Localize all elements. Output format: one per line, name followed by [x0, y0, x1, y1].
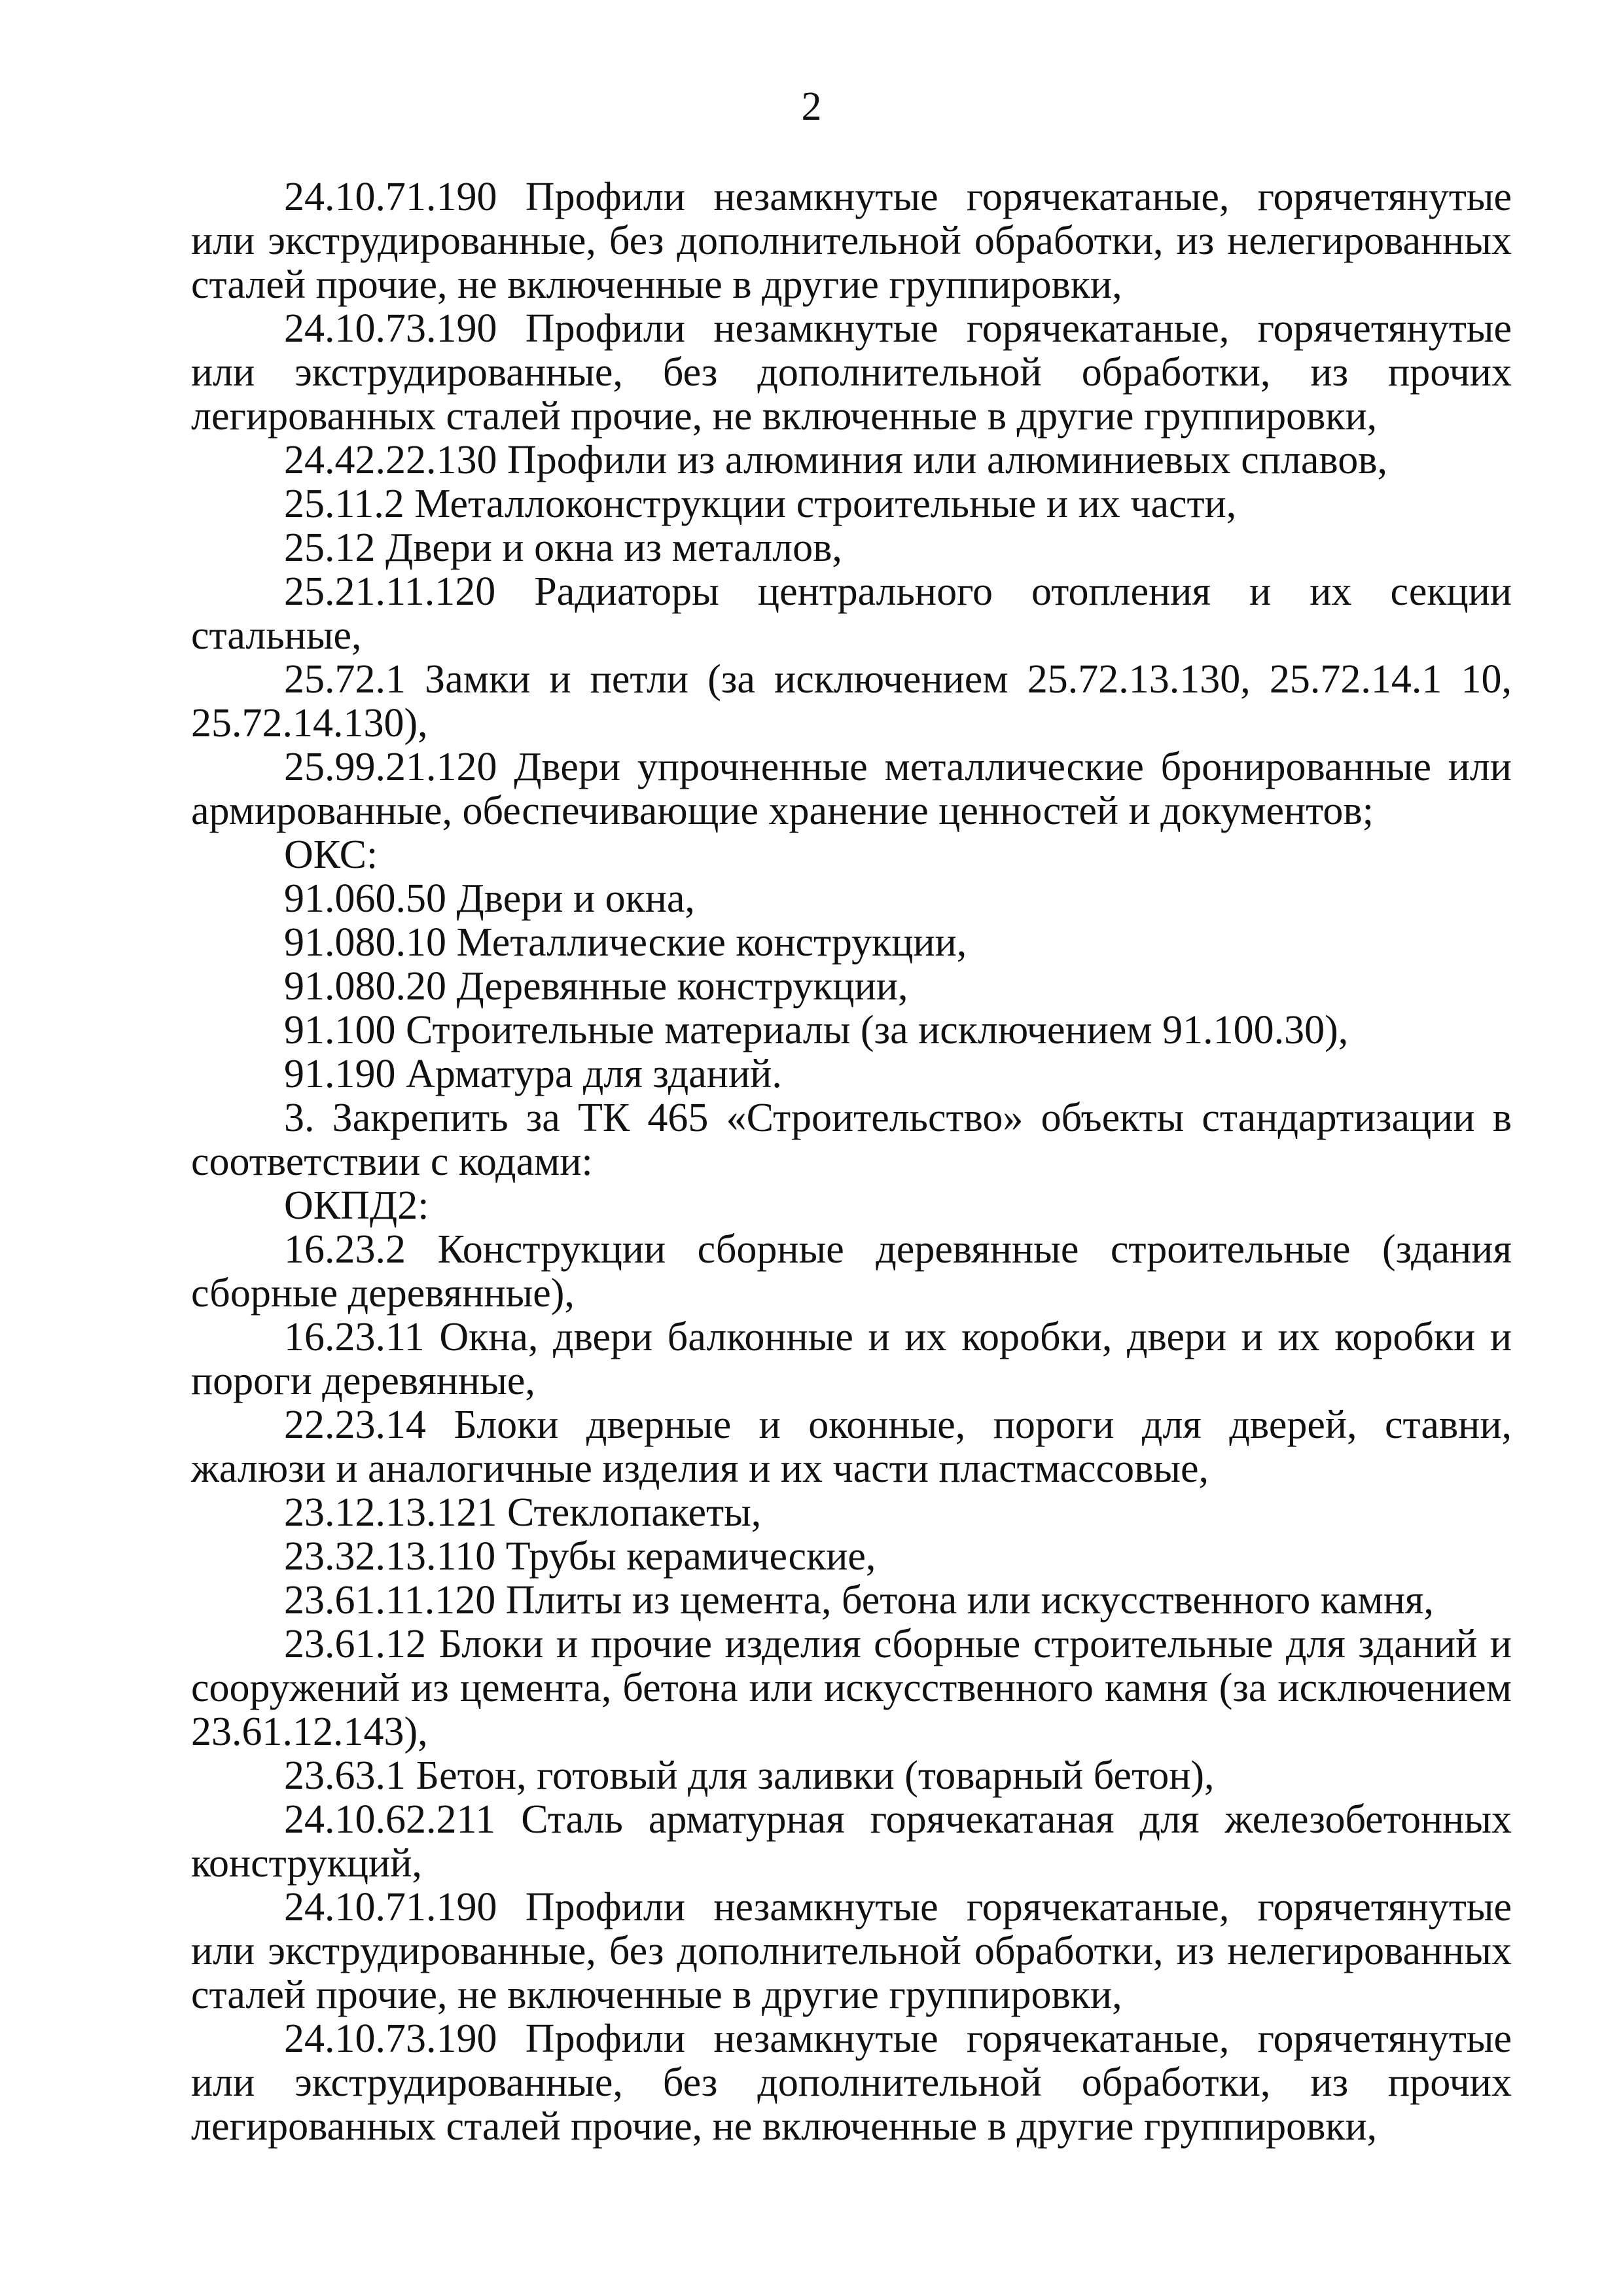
paragraph-code-16-23-11: 16.23.11 Окна, двери балконные и их коробки, двери и их коробки и пороги деревянные,	[191, 1315, 1512, 1403]
paragraph-code-25-12: 25.12 Двери и окна из металлов,	[284, 526, 842, 570]
heading-okpd2: ОКПД2:	[284, 1183, 429, 1228]
paragraph-item-3: 3. Закрепить за ТК 465 «Строительство» объекты стандартизации в соответствии с кодами:	[191, 1096, 1512, 1184]
paragraph-oks-91-190: 91.190 Арматура для зданий.	[284, 1052, 782, 1096]
paragraph-oks-91-080-10: 91.080.10 Металлические конструкции,	[284, 920, 967, 965]
paragraph-code-16-23-2: 16.23.2 Конструкции сборные деревянные строительные (здания сборные деревянные),	[191, 1227, 1512, 1316]
paragraph-oks-91-060-50: 91.060.50 Двери и окна,	[284, 876, 695, 921]
paragraph-code-25-11-2: 25.11.2 Металлоконструкции строительные и их части,	[284, 482, 1237, 526]
paragraph-code-24-10-73-190-repeat: 24.10.73.190 Профили незамкнутые горячекатаные, горячетянутые или экструдированные, без дополнительной обработки, из прочих легированных сталей прочие, не включенные в другие группировки,	[191, 2017, 1512, 2149]
paragraph-code-24-10-71-190-repeat: 24.10.71.190 Профили незамкнутые горячекатаные, горячетянутые или экструдированные, без дополнительной обработки, из нелегированных сталей прочие, не включенные в другие группировки,	[191, 1885, 1512, 2017]
paragraph-code-22-23-14: 22.23.14 Блоки дверные и оконные, пороги для дверей, ставни, жалюзи и аналогичные изделия и их части пластмассовые,	[191, 1403, 1512, 1491]
paragraph-code-24-10-71-190: 24.10.71.190 Профили незамкнутые горячекатаные, горячетянутые или экструдированные, без дополнительной обработки, из нелегированных сталей прочие, не включенные в другие группировки,	[191, 175, 1512, 307]
paragraph-code-25-99-21-120: 25.99.21.120 Двери упрочненные металлические бронированные или армированные, обеспечивающие хранение ценностей и документов;	[191, 745, 1512, 833]
paragraph-code-23-61-12: 23.61.12 Блоки и прочие изделия сборные строительные для зданий и сооружений из цемента, бетона или искусственного камня (за исключением 23.61.12.143),	[191, 1622, 1512, 1754]
heading-oks: ОКС:	[284, 833, 378, 877]
paragraph-code-25-72-1: 25.72.1 Замки и петли (за исключением 25.72.13.130, 25.72.14.1 10, 25.72.14.130),	[191, 657, 1512, 745]
page-number: 2	[801, 84, 822, 129]
paragraph-code-24-10-73-190: 24.10.73.190 Профили незамкнутые горячекатаные, горячетянутые или экструдированные, без дополнительной обработки, из прочих легированных сталей прочие, не включенные в другие группировки,	[191, 306, 1512, 439]
paragraph-code-23-32-13-110: 23.32.13.110 Трубы керамические,	[284, 1534, 876, 1579]
paragraph-oks-91-080-20: 91.080.20 Деревянные конструкции,	[284, 964, 908, 1009]
paragraph-code-23-61-11-120: 23.61.11.120 Плиты из цемента, бетона или искусственного камня,	[284, 1578, 1434, 1623]
paragraph-code-23-63-1: 23.63.1 Бетон, готовый для заливки (товарный бетон),	[284, 1753, 1215, 1798]
paragraph-oks-91-100: 91.100 Строительные материалы (за исключением 91.100.30),	[284, 1008, 1349, 1052]
document-body	[191, 175, 1512, 2149]
paragraph-code-23-12-13-121: 23.12.13.121 Стеклопакеты,	[284, 1490, 762, 1535]
paragraph-code-24-10-62-211: 24.10.62.211 Сталь арматурная горячекатаная для железобетонных конструкций,	[191, 1797, 1512, 1886]
paragraph-code-24-42-22-130: 24.42.22.130 Профили из алюминия или алюминиевых сплавов,	[284, 438, 1388, 482]
paragraph-code-25-21-11-120: 25.21.11.120 Радиаторы центрального отопления и их секции стальные,	[191, 569, 1512, 658]
